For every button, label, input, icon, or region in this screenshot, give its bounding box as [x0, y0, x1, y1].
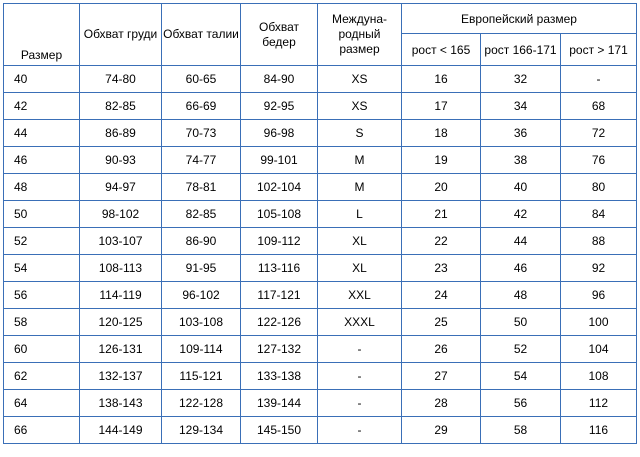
cell-waist: 91-95	[162, 255, 241, 282]
cell-eu-size-tall: 72	[561, 120, 637, 147]
cell-eu-size-tall: 100	[561, 309, 637, 336]
cell-eu-size-tall: 68	[561, 93, 637, 120]
table-row	[4, 201, 637, 228]
header-height-166-171: рост 166-171	[481, 34, 561, 66]
cell-chest: 98-102	[80, 201, 162, 228]
cell-hips: 105-108	[241, 201, 318, 228]
cell-size: 40	[4, 66, 80, 93]
cell-waist: 129-134	[162, 417, 241, 444]
cell-eu-size-short: 16	[402, 66, 481, 93]
table-row	[4, 66, 637, 93]
header-hips: Обхват бедер	[241, 4, 318, 66]
cell-intl-size: M	[318, 174, 402, 201]
cell-eu-size-medium: 36	[481, 120, 561, 147]
cell-eu-size-tall: 108	[561, 363, 637, 390]
cell-waist: 115-121	[162, 363, 241, 390]
cell-waist: 82-85	[162, 201, 241, 228]
cell-size: 52	[4, 228, 80, 255]
table-row	[4, 228, 637, 255]
cell-chest: 144-149	[80, 417, 162, 444]
cell-eu-size-tall: -	[561, 66, 637, 93]
cell-size: 66	[4, 417, 80, 444]
cell-size: 62	[4, 363, 80, 390]
cell-eu-size-short: 27	[402, 363, 481, 390]
cell-eu-size-medium: 56	[481, 390, 561, 417]
cell-intl-size: -	[318, 336, 402, 363]
cell-eu-size-tall: 84	[561, 201, 637, 228]
table-row	[4, 147, 637, 174]
cell-size: 54	[4, 255, 80, 282]
cell-waist: 66-69	[162, 93, 241, 120]
cell-size: 60	[4, 336, 80, 363]
cell-eu-size-short: 22	[402, 228, 481, 255]
table-row	[4, 255, 637, 282]
cell-size: 64	[4, 390, 80, 417]
cell-waist: 122-128	[162, 390, 241, 417]
cell-hips: 113-116	[241, 255, 318, 282]
cell-hips: 84-90	[241, 66, 318, 93]
cell-eu-size-short: 24	[402, 282, 481, 309]
cell-eu-size-tall: 88	[561, 228, 637, 255]
cell-waist: 103-108	[162, 309, 241, 336]
header-size: Размер	[4, 4, 80, 66]
cell-eu-size-tall: 112	[561, 390, 637, 417]
cell-hips: 127-132	[241, 336, 318, 363]
cell-eu-size-medium: 40	[481, 174, 561, 201]
cell-eu-size-medium: 44	[481, 228, 561, 255]
cell-chest: 108-113	[80, 255, 162, 282]
cell-hips: 122-126	[241, 309, 318, 336]
table-row	[4, 120, 637, 147]
cell-eu-size-tall: 92	[561, 255, 637, 282]
cell-eu-size-tall: 96	[561, 282, 637, 309]
cell-intl-size: XL	[318, 255, 402, 282]
cell-chest: 138-143	[80, 390, 162, 417]
cell-eu-size-short: 17	[402, 93, 481, 120]
cell-eu-size-medium: 54	[481, 363, 561, 390]
header-waist: Обхват талии	[162, 4, 241, 66]
cell-waist: 86-90	[162, 228, 241, 255]
cell-intl-size: XL	[318, 228, 402, 255]
cell-waist: 74-77	[162, 147, 241, 174]
cell-hips: 92-95	[241, 93, 318, 120]
table-row	[4, 309, 637, 336]
cell-chest: 103-107	[80, 228, 162, 255]
cell-intl-size: XS	[318, 66, 402, 93]
cell-chest: 132-137	[80, 363, 162, 390]
cell-eu-size-short: 26	[402, 336, 481, 363]
cell-eu-size-tall: 116	[561, 417, 637, 444]
cell-eu-size-medium: 34	[481, 93, 561, 120]
header-european-size: Европейский размер	[402, 4, 637, 34]
cell-chest: 126-131	[80, 336, 162, 363]
cell-eu-size-short: 29	[402, 417, 481, 444]
cell-intl-size: XXL	[318, 282, 402, 309]
cell-size: 56	[4, 282, 80, 309]
cell-eu-size-medium: 46	[481, 255, 561, 282]
table-row	[4, 336, 637, 363]
cell-hips: 133-138	[241, 363, 318, 390]
cell-eu-size-short: 18	[402, 120, 481, 147]
cell-chest: 90-93	[80, 147, 162, 174]
cell-chest: 114-119	[80, 282, 162, 309]
cell-intl-size: M	[318, 147, 402, 174]
cell-hips: 117-121	[241, 282, 318, 309]
cell-eu-size-medium: 50	[481, 309, 561, 336]
cell-chest: 74-80	[80, 66, 162, 93]
cell-size: 48	[4, 174, 80, 201]
cell-eu-size-short: 23	[402, 255, 481, 282]
table-row	[4, 282, 637, 309]
cell-chest: 94-97	[80, 174, 162, 201]
cell-eu-size-tall: 76	[561, 147, 637, 174]
header-chest: Обхват груди	[80, 4, 162, 66]
cell-waist: 78-81	[162, 174, 241, 201]
cell-chest: 86-89	[80, 120, 162, 147]
cell-waist: 96-102	[162, 282, 241, 309]
cell-eu-size-medium: 58	[481, 417, 561, 444]
cell-eu-size-medium: 32	[481, 66, 561, 93]
cell-eu-size-medium: 42	[481, 201, 561, 228]
cell-intl-size: S	[318, 120, 402, 147]
table-row	[4, 390, 637, 417]
cell-eu-size-short: 25	[402, 309, 481, 336]
cell-hips: 99-101	[241, 147, 318, 174]
table-row	[4, 363, 637, 390]
cell-waist: 60-65	[162, 66, 241, 93]
cell-chest: 120-125	[80, 309, 162, 336]
cell-intl-size: -	[318, 363, 402, 390]
cell-size: 50	[4, 201, 80, 228]
cell-intl-size: -	[318, 417, 402, 444]
cell-eu-size-short: 19	[402, 147, 481, 174]
cell-chest: 82-85	[80, 93, 162, 120]
cell-eu-size-short: 21	[402, 201, 481, 228]
cell-eu-size-tall: 80	[561, 174, 637, 201]
cell-eu-size-medium: 52	[481, 336, 561, 363]
header-height-under-165: рост < 165	[402, 34, 481, 66]
cell-hips: 145-150	[241, 417, 318, 444]
cell-hips: 96-98	[241, 120, 318, 147]
header-height-over-171: рост > 171	[561, 34, 637, 66]
cell-size: 44	[4, 120, 80, 147]
cell-hips: 109-112	[241, 228, 318, 255]
cell-waist: 70-73	[162, 120, 241, 147]
cell-eu-size-short: 28	[402, 390, 481, 417]
header-international-size: Междуна-родный размер	[318, 4, 402, 66]
cell-intl-size: XS	[318, 93, 402, 120]
table-row	[4, 417, 637, 444]
cell-hips: 102-104	[241, 174, 318, 201]
cell-eu-size-short: 20	[402, 174, 481, 201]
cell-size: 42	[4, 93, 80, 120]
cell-intl-size: XXXL	[318, 309, 402, 336]
cell-size: 58	[4, 309, 80, 336]
size-chart-body	[4, 66, 637, 444]
cell-waist: 109-114	[162, 336, 241, 363]
cell-eu-size-medium: 38	[481, 147, 561, 174]
cell-eu-size-medium: 48	[481, 282, 561, 309]
size-chart-table	[3, 3, 637, 444]
table-row	[4, 93, 637, 120]
cell-intl-size: -	[318, 390, 402, 417]
cell-eu-size-tall: 104	[561, 336, 637, 363]
cell-hips: 139-144	[241, 390, 318, 417]
cell-size: 46	[4, 147, 80, 174]
cell-intl-size: L	[318, 201, 402, 228]
table-row	[4, 174, 637, 201]
